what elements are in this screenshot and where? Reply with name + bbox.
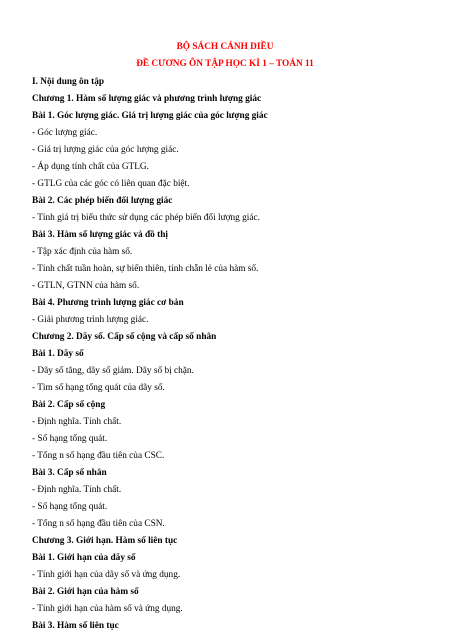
list-item: - Định nghĩa. Tính chất.	[32, 417, 122, 427]
chapter-heading: Chương 3. Giới hạn. Hàm số liên tục	[32, 536, 178, 546]
list-item: - Giá trị lượng giác của góc lượng giác.	[32, 145, 179, 155]
lesson-heading: Bài 4. Phương trình lượng giác cơ bản	[32, 298, 184, 308]
list-item: - Tính giới hạn của hàm số và ứng dụng.	[32, 604, 183, 614]
lesson-heading: Bài 2. Các phép biến đổi lượng giác	[32, 196, 173, 206]
chapter-heading: Chương 1. Hàm số lượng giác và phương trình lượng giác	[32, 94, 262, 104]
lesson-heading: Bài 1. Dãy số	[32, 349, 84, 359]
list-item: - Định nghĩa. Tính chất.	[32, 485, 122, 495]
lesson-heading: Bài 3. Cấp số nhân	[32, 468, 107, 478]
list-item: - Tập xác định của hàm số.	[32, 247, 133, 257]
list-item: - GTLG của các góc có liên quan đặc biệt.	[32, 179, 190, 189]
lesson-heading: Bài 2. Giới hạn của hàm số	[32, 587, 139, 597]
document-subtitle: ĐỀ CƯƠNG ÔN TẬP HỌC KÌ 1 – TOÁN 11	[136, 59, 314, 69]
lesson-heading: Bài 3. Hàm số lượng giác và đồ thị	[32, 230, 168, 240]
section-heading: I. Nội dung ôn tập	[32, 77, 105, 87]
lesson-heading: Bài 3. Hàm số liên tục	[32, 621, 119, 631]
list-item: - Giải phương trình lượng giác.	[32, 315, 149, 325]
list-item: - Tính chất tuần hoàn, sự biến thiên, tính chẵn lẻ của hàm số.	[32, 264, 259, 274]
list-item: - Số hạng tổng quát.	[32, 502, 108, 512]
list-item: - Tìm số hạng tổng quát của dãy số.	[32, 383, 165, 393]
list-item: - Dãy số tăng, dãy số giảm. Dãy số bị chặn.	[32, 366, 194, 376]
document-title: BỘ SÁCH CÁNH DIỀU	[176, 42, 274, 52]
list-item: - Tính giá trị biểu thức sử dụng các phép biến đổi lượng giác.	[32, 213, 260, 223]
lesson-heading: Bài 1. Giới hạn của dãy số	[32, 553, 136, 563]
list-item: - Tính giới hạn của dãy số và ứng dụng.	[32, 570, 181, 580]
lesson-heading: Bài 2. Cấp số cộng	[32, 400, 106, 410]
list-item: - Số hạng tổng quát.	[32, 434, 108, 444]
list-item: - GTLN, GTNN của hàm số.	[32, 281, 140, 291]
list-item: - Tổng n số hạng đầu tiên của CSC.	[32, 451, 165, 461]
list-item: - Áp dụng tính chất của GTLG.	[32, 162, 149, 172]
lesson-heading: Bài 1. Góc lượng giác. Giá trị lượng giác của góc lượng giác	[32, 111, 268, 121]
list-item: - Tổng n số hạng đầu tiên của CSN.	[32, 519, 165, 529]
list-item: - Góc lượng giác.	[32, 128, 98, 138]
chapter-heading: Chương 2. Dãy số. Cấp số cộng và cấp số nhân	[32, 332, 217, 342]
